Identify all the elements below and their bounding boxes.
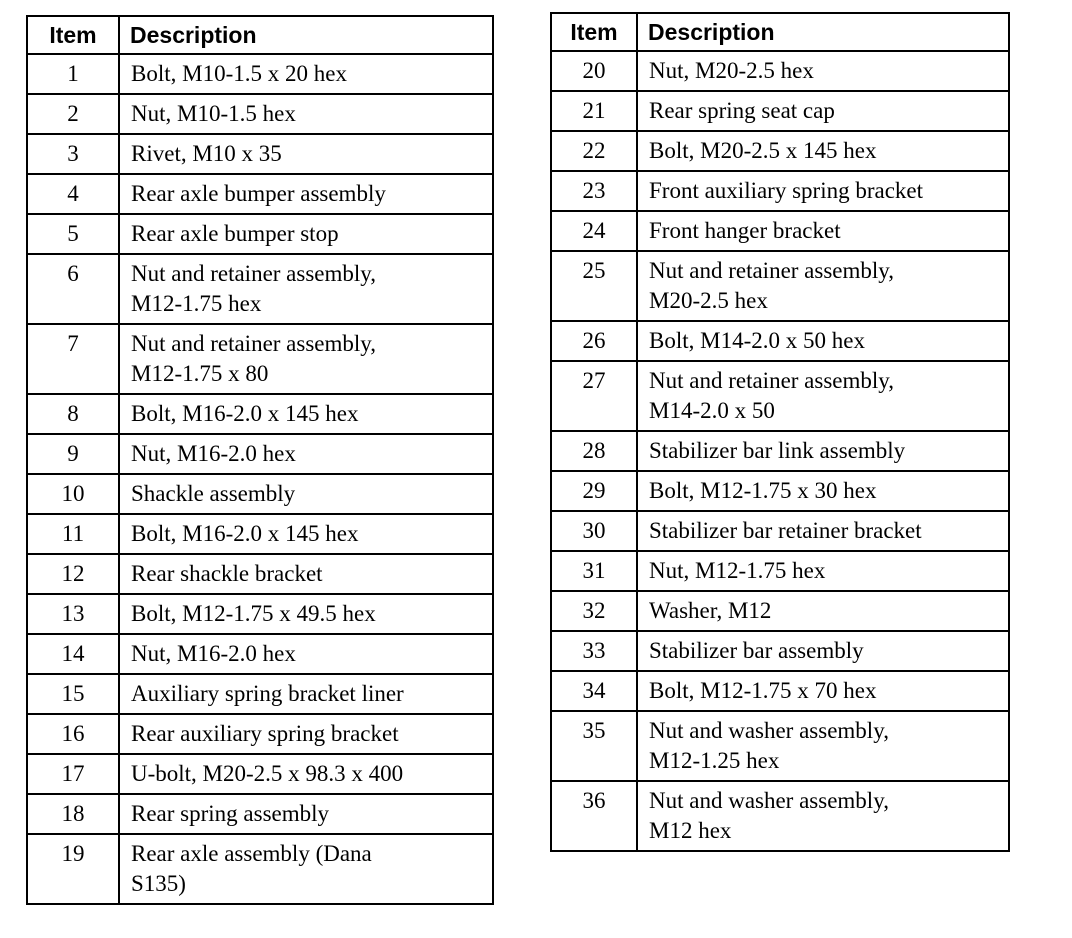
item-description-cell bbox=[637, 131, 1009, 171]
item-description: Front hanger bracket bbox=[649, 218, 841, 243]
item-description-cell bbox=[119, 94, 493, 134]
item-description: Shackle assembly bbox=[131, 481, 296, 506]
item-description: Rear spring assembly bbox=[131, 801, 330, 826]
table-row bbox=[27, 54, 493, 94]
item-description: Nut, M16-2.0 hex bbox=[131, 641, 296, 666]
item-description: Rear axle bumper assembly bbox=[131, 181, 386, 206]
parts-table-right bbox=[550, 12, 1010, 852]
item-description: Front auxiliary spring bracket bbox=[649, 178, 924, 203]
item-column-header: Item bbox=[551, 13, 637, 51]
item-description-cell bbox=[119, 674, 493, 714]
item-description: Bolt, M20-2.5 x 145 hex bbox=[649, 138, 877, 163]
item-number: 10 bbox=[27, 474, 119, 514]
item-description: Nut, M12-1.75 hex bbox=[649, 558, 826, 583]
table-row bbox=[27, 794, 493, 834]
item-description: Bolt, M10-1.5 x 20 hex bbox=[131, 61, 347, 86]
description-column-header: Description bbox=[119, 16, 493, 54]
item-description-cell bbox=[637, 431, 1009, 471]
table-row bbox=[551, 251, 1009, 321]
item-number: 34 bbox=[551, 671, 637, 711]
item-description-cell bbox=[119, 594, 493, 634]
table-row bbox=[27, 834, 493, 904]
item-description: Rivet, M10 x 35 bbox=[131, 141, 282, 166]
item-number: 12 bbox=[27, 554, 119, 594]
item-number: 29 bbox=[551, 471, 637, 511]
item-description-cell bbox=[637, 211, 1009, 251]
item-number: 15 bbox=[27, 674, 119, 714]
item-description-cell bbox=[119, 394, 493, 434]
item-number: 28 bbox=[551, 431, 637, 471]
item-description-cell bbox=[637, 671, 1009, 711]
parts-table-left-body bbox=[27, 54, 493, 904]
item-number: 4 bbox=[27, 174, 119, 214]
item-number: 22 bbox=[551, 131, 637, 171]
item-number: 8 bbox=[27, 394, 119, 434]
item-description-cell bbox=[119, 714, 493, 754]
item-description: Nut and retainer assembly, M14-2.0 x 50 bbox=[649, 368, 895, 423]
item-number: 7 bbox=[27, 324, 119, 394]
table-row bbox=[551, 51, 1009, 91]
item-description: Nut, M10-1.5 hex bbox=[131, 101, 296, 126]
item-description: U-bolt, M20-2.5 x 98.3 x 400 bbox=[131, 761, 404, 786]
item-description-cell bbox=[119, 254, 493, 324]
item-description: Bolt, M12-1.75 x 49.5 hex bbox=[131, 601, 376, 626]
item-description-cell bbox=[119, 634, 493, 674]
table-row bbox=[551, 321, 1009, 361]
item-number: 9 bbox=[27, 434, 119, 474]
item-number: 27 bbox=[551, 361, 637, 431]
table-row bbox=[27, 214, 493, 254]
item-number: 13 bbox=[27, 594, 119, 634]
item-description-cell bbox=[119, 474, 493, 514]
item-description: Rear auxiliary spring bracket bbox=[131, 721, 399, 746]
table-row bbox=[551, 361, 1009, 431]
item-description-cell bbox=[119, 834, 493, 904]
table-row bbox=[27, 634, 493, 674]
table-row bbox=[551, 471, 1009, 511]
item-description-cell bbox=[637, 511, 1009, 551]
table-row bbox=[551, 591, 1009, 631]
table-row bbox=[27, 594, 493, 634]
item-description: Rear axle assembly (Dana S135) bbox=[131, 841, 372, 896]
item-description: Bolt, M12-1.75 x 30 hex bbox=[649, 478, 877, 503]
table-row bbox=[551, 671, 1009, 711]
item-description: Stabilizer bar assembly bbox=[649, 638, 864, 663]
parts-table-left bbox=[26, 15, 494, 905]
table-row bbox=[27, 514, 493, 554]
item-description-cell bbox=[119, 514, 493, 554]
item-description: Nut, M20-2.5 hex bbox=[649, 58, 814, 83]
table-row bbox=[27, 94, 493, 134]
item-description-cell bbox=[119, 134, 493, 174]
item-description-cell bbox=[119, 174, 493, 214]
item-description-cell bbox=[637, 551, 1009, 591]
table-row bbox=[551, 781, 1009, 851]
item-description: Rear shackle bracket bbox=[131, 561, 323, 586]
item-number: 25 bbox=[551, 251, 637, 321]
item-number: 21 bbox=[551, 91, 637, 131]
item-description: Nut and washer assembly, M12-1.25 hex bbox=[649, 718, 889, 773]
item-description: Nut and retainer assembly, M12-1.75 hex bbox=[131, 261, 377, 316]
item-description: Bolt, M14-2.0 x 50 hex bbox=[649, 328, 865, 353]
item-description-cell bbox=[637, 251, 1009, 321]
item-number: 36 bbox=[551, 781, 637, 851]
table-row bbox=[27, 714, 493, 754]
item-description-cell bbox=[637, 51, 1009, 91]
item-number: 32 bbox=[551, 591, 637, 631]
item-description: Bolt, M12-1.75 x 70 hex bbox=[649, 678, 877, 703]
item-number: 2 bbox=[27, 94, 119, 134]
item-description-cell bbox=[119, 54, 493, 94]
table-row bbox=[551, 431, 1009, 471]
item-description-cell bbox=[637, 711, 1009, 781]
item-number: 11 bbox=[27, 514, 119, 554]
item-number: 23 bbox=[551, 171, 637, 211]
description-column-header: Description bbox=[637, 13, 1009, 51]
item-description-cell bbox=[637, 631, 1009, 671]
item-description-cell bbox=[637, 781, 1009, 851]
table-row bbox=[27, 674, 493, 714]
item-description: Nut and retainer assembly, M20-2.5 hex bbox=[649, 258, 895, 313]
table-row bbox=[27, 554, 493, 594]
item-description-cell bbox=[119, 214, 493, 254]
item-number: 3 bbox=[27, 134, 119, 174]
item-number: 30 bbox=[551, 511, 637, 551]
item-description-cell bbox=[637, 91, 1009, 131]
table-row bbox=[27, 134, 493, 174]
item-description-cell bbox=[637, 591, 1009, 631]
table-row bbox=[551, 631, 1009, 671]
item-description-cell bbox=[637, 321, 1009, 361]
item-number: 26 bbox=[551, 321, 637, 361]
table-row bbox=[27, 324, 493, 394]
item-description: Nut, M16-2.0 hex bbox=[131, 441, 296, 466]
parts-table-right-body bbox=[551, 51, 1009, 851]
table-row bbox=[551, 551, 1009, 591]
item-description: Rear axle bumper stop bbox=[131, 221, 339, 246]
item-number: 35 bbox=[551, 711, 637, 781]
item-description-cell bbox=[119, 794, 493, 834]
item-description-cell bbox=[119, 324, 493, 394]
table-row bbox=[551, 171, 1009, 211]
table-row bbox=[27, 434, 493, 474]
item-number: 24 bbox=[551, 211, 637, 251]
item-description: Stabilizer bar retainer bracket bbox=[649, 518, 922, 543]
table-row bbox=[551, 211, 1009, 251]
table-row bbox=[551, 131, 1009, 171]
item-number: 20 bbox=[551, 51, 637, 91]
table-row bbox=[27, 174, 493, 214]
table-row bbox=[27, 254, 493, 324]
item-description: Bolt, M16-2.0 x 145 hex bbox=[131, 521, 359, 546]
item-description-cell bbox=[119, 434, 493, 474]
table-row bbox=[551, 711, 1009, 781]
item-description-cell bbox=[637, 471, 1009, 511]
item-number: 14 bbox=[27, 634, 119, 674]
item-description: Nut and retainer assembly, M12-1.75 x 80 bbox=[131, 331, 377, 386]
item-description: Nut and washer assembly, M12 hex bbox=[649, 788, 889, 843]
item-description: Bolt, M16-2.0 x 145 hex bbox=[131, 401, 359, 426]
item-number: 18 bbox=[27, 794, 119, 834]
table-row bbox=[551, 511, 1009, 551]
table-row bbox=[27, 754, 493, 794]
item-number: 31 bbox=[551, 551, 637, 591]
item-description: Stabilizer bar link assembly bbox=[649, 438, 906, 463]
item-description-cell bbox=[119, 554, 493, 594]
item-description: Washer, M12 bbox=[649, 598, 772, 623]
table-row bbox=[551, 91, 1009, 131]
item-number: 33 bbox=[551, 631, 637, 671]
item-description-cell bbox=[637, 171, 1009, 211]
table-header-row bbox=[551, 13, 1009, 51]
item-column-header: Item bbox=[27, 16, 119, 54]
table-row bbox=[27, 394, 493, 434]
item-number: 1 bbox=[27, 54, 119, 94]
table-header-row bbox=[27, 16, 493, 54]
item-number: 16 bbox=[27, 714, 119, 754]
item-number: 6 bbox=[27, 254, 119, 324]
item-description-cell bbox=[119, 754, 493, 794]
item-description: Rear spring seat cap bbox=[649, 98, 835, 123]
table-row bbox=[27, 474, 493, 514]
item-number: 17 bbox=[27, 754, 119, 794]
item-description-cell bbox=[637, 361, 1009, 431]
item-number: 19 bbox=[27, 834, 119, 904]
item-description: Auxiliary spring bracket liner bbox=[131, 681, 404, 706]
item-number: 5 bbox=[27, 214, 119, 254]
